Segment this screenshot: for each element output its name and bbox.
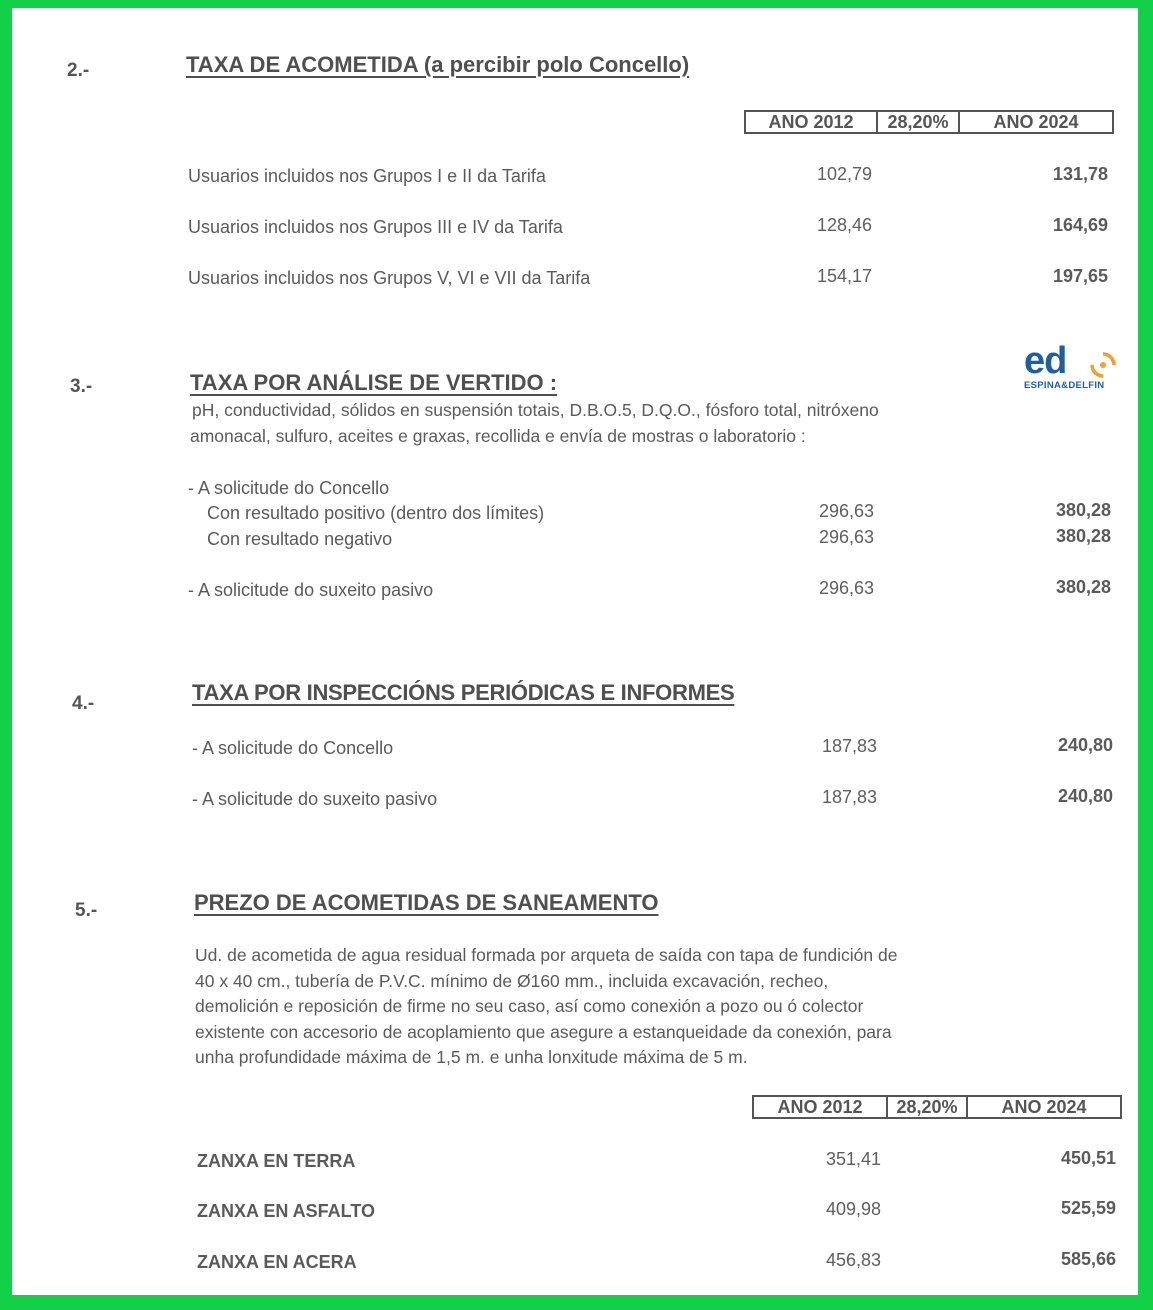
paragraph-line: demolición e reposición de firme no seu caso, así como conexión a pozo ou ó colector bbox=[195, 996, 864, 1016]
row-label: - A solicitude do suxeito pasivo bbox=[192, 789, 438, 809]
row-label: - A solicitude do Concello bbox=[192, 738, 394, 758]
logo-mark-text: ed bbox=[1024, 340, 1067, 382]
value-2024: 240,80 bbox=[1057, 786, 1113, 806]
logo-name: ESPINA&DELFIN bbox=[1024, 380, 1105, 391]
value-2024: 585,66 bbox=[1060, 1249, 1116, 1269]
value-2024: 131,78 bbox=[1052, 164, 1108, 184]
row-label: ZANXA EN ASFALTO bbox=[197, 1201, 376, 1221]
section-number: 3.- bbox=[70, 376, 93, 397]
row-label: Usuarios incluidos nos Grupos V, VI e VII da Tarifa bbox=[188, 268, 591, 288]
paragraph-line: unha profundidade máxima de 1,5 m. e unha lonxitude máxima de 5 m. bbox=[195, 1047, 748, 1067]
value-2012: 351,41 bbox=[825, 1149, 881, 1169]
value-2012: 187,83 bbox=[821, 787, 877, 807]
year-header-table bbox=[752, 1095, 1122, 1119]
value-2012: 102,79 bbox=[816, 164, 872, 184]
value-2024: 164,69 bbox=[1052, 215, 1108, 235]
value-2024: 380,28 bbox=[1055, 526, 1111, 546]
paragraph-line: Ud. de acometida de agua residual formada por arqueta de saída con tapa de fundición de bbox=[195, 945, 898, 965]
value-2012: 154,17 bbox=[816, 266, 872, 286]
header-percentage: 28,20% bbox=[876, 112, 958, 132]
value-2024: 197,65 bbox=[1052, 266, 1108, 286]
value-2024: 450,51 bbox=[1060, 1148, 1116, 1168]
section-number: 4.- bbox=[72, 693, 95, 714]
value-2012: 187,83 bbox=[821, 736, 877, 756]
value-2024: 240,80 bbox=[1057, 735, 1113, 755]
row-label: Con resultado positivo (dentro dos límites) bbox=[207, 503, 545, 523]
section-title: TAXA POR INSPECCIÓNS PERIÓDICAS E INFORMES bbox=[192, 680, 735, 705]
paragraph-line: existente con accesorio de acoplamiento que asegure a estanqueidade da conexión, para bbox=[195, 1021, 892, 1042]
section-title: PREZO DE ACOMETIDAS DE SANEAMENTO bbox=[194, 890, 659, 915]
value-2012: 128,46 bbox=[816, 215, 872, 235]
header-ano-2012: ANO 2012 bbox=[768, 111, 854, 132]
value-2012: 296,63 bbox=[818, 527, 874, 547]
row-label: ZANXA EN TERRA bbox=[197, 1151, 356, 1171]
section-number: 2.- bbox=[67, 60, 90, 81]
value-2024: 380,28 bbox=[1055, 577, 1111, 597]
value-2024: 380,28 bbox=[1055, 500, 1111, 520]
header-percentage: 28,20% bbox=[886, 1097, 966, 1117]
header-ano-2012: ANO 2012 bbox=[777, 1096, 863, 1117]
value-2012: 296,63 bbox=[818, 501, 874, 521]
row-label: Con resultado negativo bbox=[207, 529, 393, 549]
row-label: - A solicitude do suxeito pasivo bbox=[188, 580, 434, 600]
section-title: TAXA POR ANÁLISE DE VERTIDO : bbox=[190, 370, 558, 395]
sun-logo-icon bbox=[1090, 352, 1116, 378]
section-title: TAXA DE ACOMETIDA (a percibir polo Concello) bbox=[186, 52, 690, 77]
header-ano-2024: ANO 2024 bbox=[958, 112, 1112, 132]
description-paragraph bbox=[195, 943, 897, 1071]
document-page bbox=[12, 8, 1138, 1295]
value-2012: 296,63 bbox=[818, 578, 874, 598]
section-number: 5.- bbox=[75, 900, 98, 921]
value-2012: 456,83 bbox=[825, 1250, 881, 1270]
section-description-line: pH, conductividad, sólidos en suspensión totais, D.B.O.5, D.Q.O., fósforo total, nitróxeno bbox=[192, 400, 879, 420]
value-2024: 525,59 bbox=[1060, 1198, 1116, 1218]
value-2012: 409,98 bbox=[825, 1199, 881, 1219]
row-label: Usuarios incluidos nos Grupos I e II da Tarifa bbox=[188, 166, 546, 186]
section-description-line: amonacal, sulfuro, aceites e graxas, recollida e envía de mostras o laboratorio : bbox=[190, 426, 806, 446]
year-header-table bbox=[744, 110, 1114, 134]
header-ano-2024: ANO 2024 bbox=[966, 1097, 1120, 1117]
paragraph-line: 40 x 40 cm., tubería de P.V.C. mínimo de Ø160 mm., incluida excavación, recheo, bbox=[195, 970, 829, 991]
row-label: Usuarios incluidos nos Grupos III e IV da Tarifa bbox=[188, 217, 563, 237]
group-label: - A solicitude do Concello bbox=[188, 478, 390, 498]
row-label: ZANXA EN ACERA bbox=[197, 1252, 357, 1272]
espina-delfin-logo bbox=[1024, 340, 1138, 396]
